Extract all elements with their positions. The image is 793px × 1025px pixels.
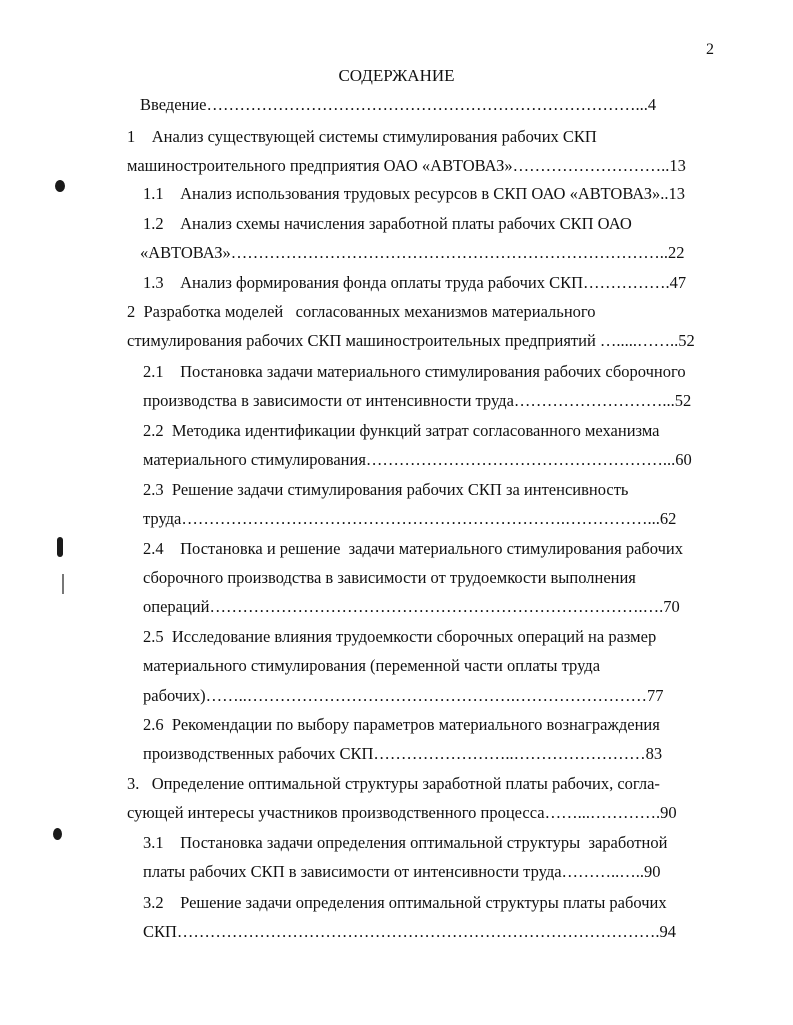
toc-line: 1.2 Анализ схемы начисления заработной платы рабочих СКП ОАО [143, 214, 632, 233]
toc-line: 2.5 Исследование влияния трудоемкости сборочных операций на размер [143, 627, 657, 646]
toc-line: 1.1 Анализ использования трудовых ресурсов в СКП ОАО «АВТОВАЗ»..13 [143, 184, 686, 203]
toc-line: стимулирования рабочих СКП машиностроительных предприятий ….....……..52 [127, 331, 695, 350]
toc-line: 3.2 Решение задачи определения оптимальной структуры платы рабочих [143, 893, 667, 912]
toc-line: материального стимулирования (переменной части оплаты труда [143, 656, 601, 675]
toc-line: производственных рабочих СКП……………………..……………………83 [143, 744, 663, 763]
toc-line: рабочих)……..………………………………………….……………………77 [143, 686, 664, 705]
toc-line: материального стимулирования………………………………………………...60 [143, 450, 692, 469]
toc-line: сующей интересы участников производственного процесса……...………….90 [127, 803, 677, 822]
toc-line: 2.1 Постановка задачи материального стимулирования рабочих сборочного [143, 362, 686, 381]
punch-hole-mark [55, 180, 65, 192]
toc-line: 2.4 Постановка и решение задачи материального стимулирования рабочих [143, 539, 684, 558]
toc-line: 2.2 Методика идентификации функций затрат согласованного механизма [143, 421, 660, 440]
toc-line: операций…………………………………………………………………….….70 [143, 597, 680, 616]
toc-line: платы рабочих СКП в зависимости от интенсивности труда………..…..90 [143, 862, 661, 881]
page-title: СОДЕРЖАНИЕ [338, 66, 455, 85]
toc-line: Введение……………………………………………………………………...4 [140, 95, 657, 114]
toc-line: машиностроительного предприятия ОАО «АВТОВАЗ»………………………..13 [127, 156, 686, 175]
toc-line: 2.6 Рекомендации по выбору параметров материального вознаграждения [143, 715, 660, 734]
binding-mark [62, 574, 64, 594]
toc-line: 3. Определение оптимальной структуры заработной платы рабочих, согла- [127, 774, 660, 793]
toc-line: труда…………………………………………………………….……………...62 [143, 509, 677, 528]
toc-line: СКП…………………………………………………………………………….94 [143, 922, 677, 941]
toc-line: 3.1 Постановка задачи определения оптимальной структуры заработной [143, 833, 668, 852]
toc-line: «АВТОВАЗ»……………………………………………………………………..22 [140, 243, 685, 262]
toc-line: 2 Разработка моделей согласованных механизмов материального [127, 302, 596, 321]
toc-line: производства в зависимости от интенсивности труда………………………...52 [143, 391, 692, 410]
toc-line: сборочного производства в зависимости от трудоемкости выполнения [143, 568, 636, 587]
toc-line: 2.3 Решение задачи стимулирования рабочих СКП за интенсивность [143, 480, 629, 499]
binding-mark [57, 537, 63, 557]
toc-line: 1 Анализ существующей системы стимулирования рабочих СКП [127, 127, 597, 146]
toc-line: 1.3 Анализ формирования фонда оплаты труда рабочих СКП…………….47 [143, 273, 687, 292]
punch-hole-mark [53, 828, 62, 840]
page-number: 2 [706, 41, 714, 58]
